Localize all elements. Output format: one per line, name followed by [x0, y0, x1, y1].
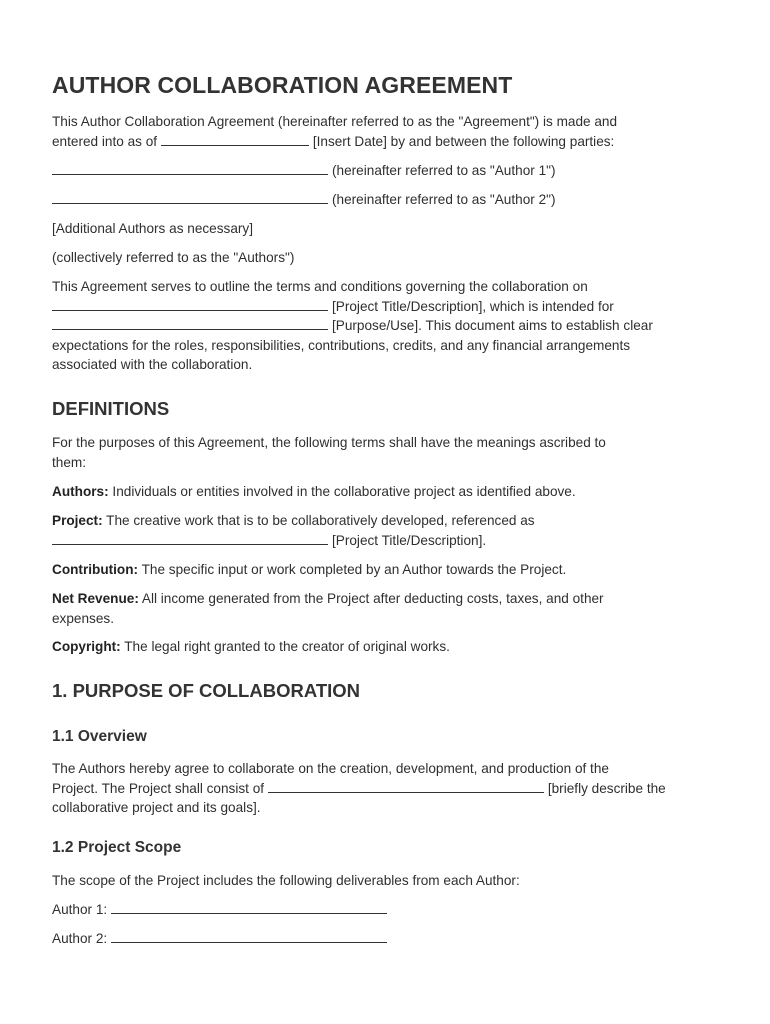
author-2-designation: (hereinafter referred to as "Author 2") [332, 192, 556, 207]
project-definition-2: [Project Title/Description]. [332, 532, 487, 548]
party-author-1 [52, 161, 717, 181]
purpose-line-2: [Project Title/Description], which is intended for [332, 298, 614, 314]
project-scope-heading: 1.2 Project Scope [52, 839, 182, 856]
definitions-intro-line-2: them: [52, 454, 86, 470]
author-1-deliverable-blank[interactable] [111, 901, 387, 914]
purpose-use-blank[interactable] [52, 317, 328, 330]
definitions-intro [52, 433, 717, 472]
overview-line-2-suffix: [briefly describe the [547, 780, 666, 796]
author-1-label: Author 1: [52, 902, 108, 917]
project-reference-blank[interactable] [52, 532, 328, 545]
overview-line-1: The Authors hereby agree to collaborate on the creation, development, and production of the [52, 761, 609, 776]
purpose-line-1: This Agreement serves to outline the terms and conditions governing the collaboration on [52, 279, 588, 294]
project-term: Project: [52, 513, 103, 528]
intro-line-2-prefix: entered into as of [52, 133, 158, 149]
definitions-heading: DEFINITIONS [52, 398, 170, 419]
overview-line-2-prefix: Project. The Project shall consist of [52, 780, 265, 796]
authors-definition: Individuals or entities involved in the collaborative project as identified above. [112, 484, 576, 499]
purpose-line-5: associated with the collaboration. [52, 357, 253, 373]
collective-reference: (collectively referred to as the "Authors") [52, 250, 295, 265]
net-revenue-definition: All income generated from the Project after deducting costs, taxes, and other [141, 591, 604, 606]
author-2-deliverable [52, 929, 717, 949]
overview-line-3: collaborative project and its goals]. [52, 800, 261, 816]
purpose-paragraph [52, 277, 717, 375]
project-description-blank[interactable] [268, 780, 544, 793]
author-2-deliverable-blank[interactable] [111, 930, 387, 943]
definitions-intro-line-1: For the purposes of this Agreement, the following terms shall have the meanings ascribed to [52, 435, 606, 450]
project-definition: The creative work that is to be collaboratively developed, referenced as [106, 513, 535, 528]
intro-paragraph [52, 112, 717, 151]
purpose-line-3: [Purpose/Use]. This document aims to establish clear [332, 318, 653, 334]
net-revenue-definition-2: expenses. [52, 610, 114, 626]
intro-line-2-suffix: [Insert Date] by and between the following parties: [312, 133, 615, 149]
definition-copyright [52, 637, 717, 657]
intro-line-1: This Author Collaboration Agreement (hereinafter referred to as the "Agreement") is made and [52, 114, 618, 129]
author-1-name-blank[interactable] [52, 162, 328, 175]
contribution-definition: The specific input or work completed by an Author towards the Project. [141, 562, 567, 577]
section-1-heading: 1. PURPOSE OF COLLABORATION [52, 680, 361, 701]
contribution-term: Contribution: [52, 562, 139, 577]
party-author-2 [52, 190, 717, 210]
definition-net-revenue [52, 589, 717, 628]
authors-term: Authors: [52, 484, 109, 499]
copyright-term: Copyright: [52, 639, 121, 654]
overview-heading: 1.1 Overview [52, 728, 147, 745]
additional-authors: [Additional Authors as necessary] [52, 221, 253, 236]
copyright-definition: The legal right granted to the creator of original works. [124, 639, 450, 654]
project-title-blank[interactable] [52, 298, 328, 311]
author-2-name-blank[interactable] [52, 191, 328, 204]
overview-paragraph [52, 759, 717, 818]
definition-contribution [52, 560, 717, 580]
date-blank[interactable] [161, 133, 309, 146]
author-2-label: Author 2: [52, 931, 108, 946]
definition-authors [52, 482, 717, 502]
author-1-deliverable [52, 900, 717, 920]
net-revenue-term: Net Revenue: [52, 591, 139, 606]
document-title: AUTHOR COLLABORATION AGREEMENT [52, 72, 513, 98]
scope-paragraph: The scope of the Project includes the following deliverables from each Author: [52, 873, 520, 888]
author-1-designation: (hereinafter referred to as "Author 1") [332, 163, 556, 178]
purpose-line-4: expectations for the roles, responsibilities, contributions, credits, and any financial arrangements [52, 337, 631, 353]
definition-project [52, 511, 717, 550]
